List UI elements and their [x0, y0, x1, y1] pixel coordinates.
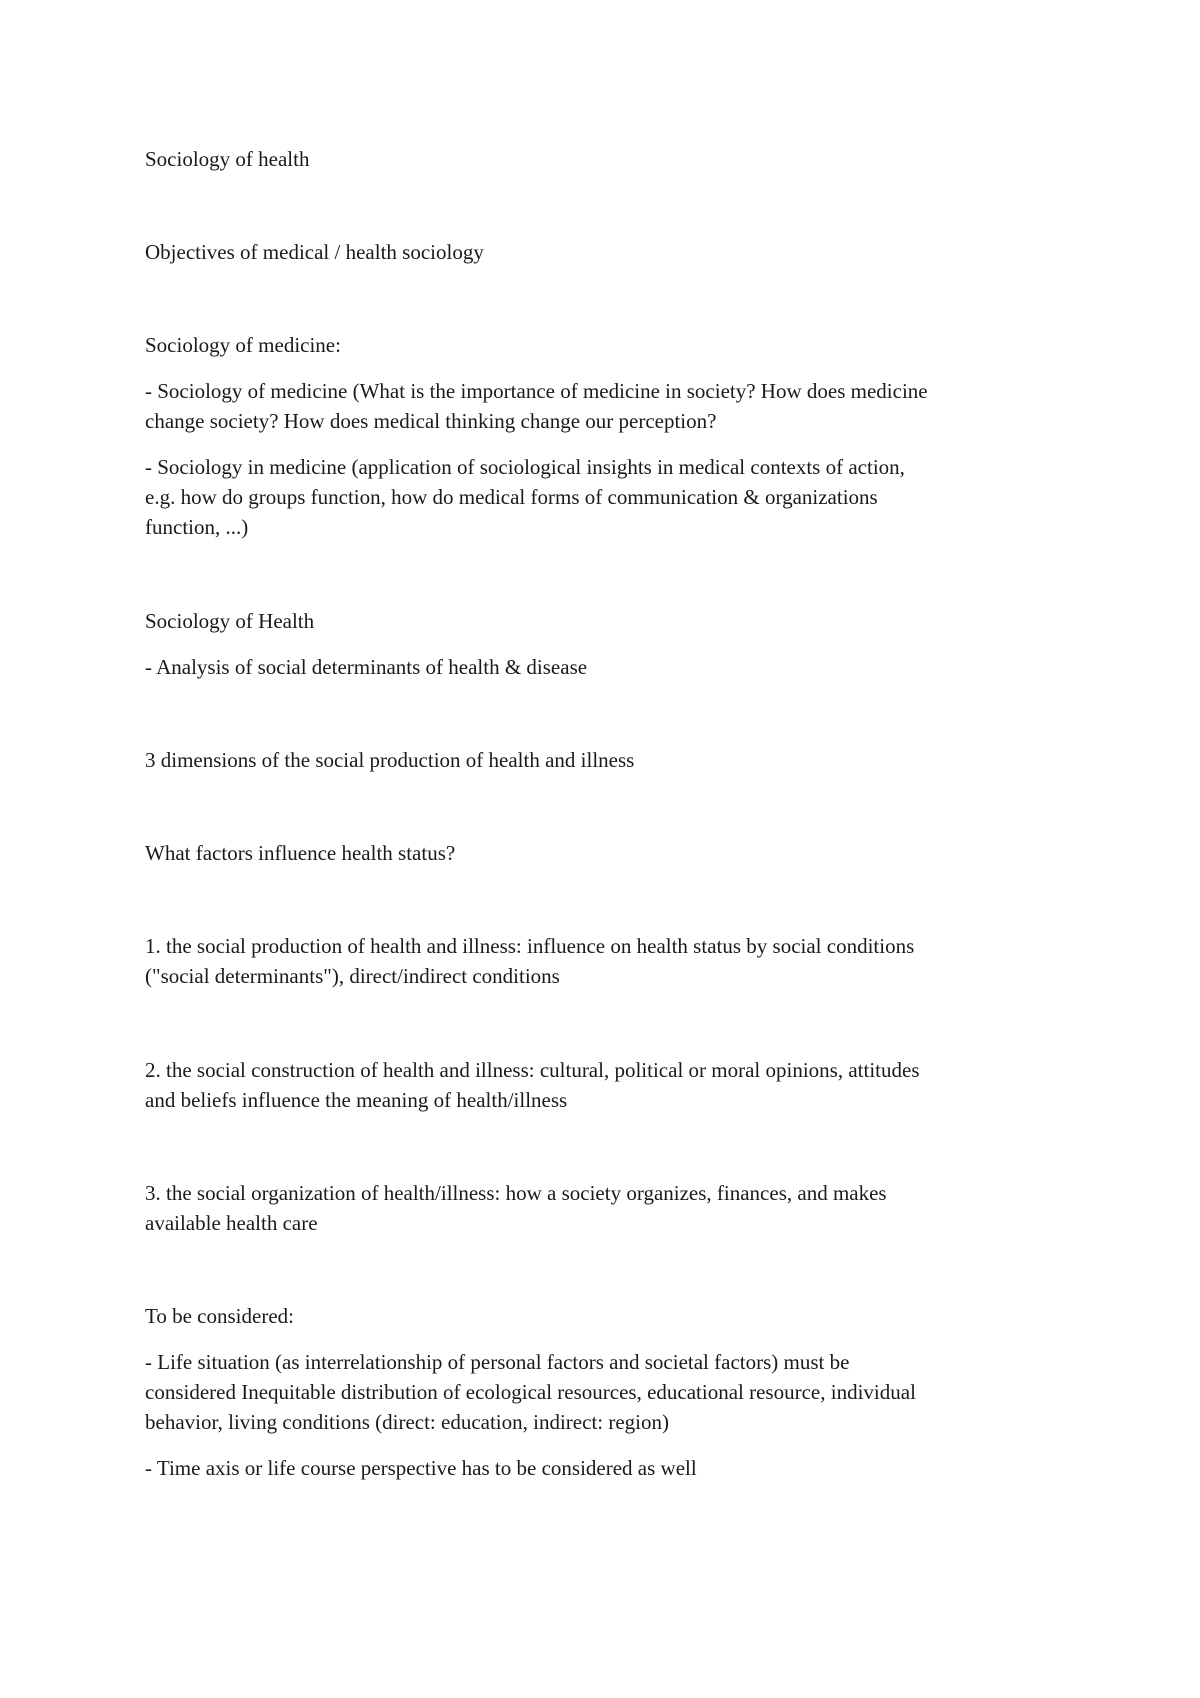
- sociology-of-medicine-heading: Sociology of medicine:: [145, 333, 341, 357]
- dimension-3-line-2: available health care: [145, 1211, 318, 1235]
- life-situation-line-3: behavior, living conditions (direct: education, indirect: region): [145, 1410, 670, 1434]
- factors-question: What factors influence health status?: [145, 841, 456, 865]
- sociology-of-medicine-line-1: - Sociology of medicine (What is the importance of medicine in society? How does medicine: [145, 379, 928, 403]
- dimension-2-line-1: 2. the social construction of health and illness: cultural, political or moral opinions, attitudes: [145, 1058, 920, 1082]
- sociology-in-medicine-line-3: function, ...): [145, 515, 249, 539]
- sociology-in-medicine-line-2: e.g. how do groups function, how do medical forms of communication & organizations: [145, 485, 878, 509]
- dimension-2-line-2: and beliefs influence the meaning of health/illness: [145, 1088, 568, 1112]
- life-situation-line-1: - Life situation (as interrelationship of personal factors and societal factors) must be: [145, 1350, 850, 1374]
- life-situation-line-2: considered Inequitable distribution of ecological resources, educational resource, individual: [145, 1380, 916, 1404]
- sociology-of-medicine-line-2: change society? How does medical thinking change our perception?: [145, 409, 717, 433]
- time-axis-line: - Time axis or life course perspective has to be considered as well: [145, 1456, 697, 1480]
- social-determinants-line: - Analysis of social determinants of health & disease: [145, 655, 588, 679]
- dimension-1-line-1: 1. the social production of health and illness: influence on health status by social conditions: [145, 934, 915, 958]
- to-be-considered-heading: To be considered:: [145, 1304, 294, 1328]
- sociology-of-health-heading: Sociology of Health: [145, 609, 315, 633]
- document-title: Sociology of health: [145, 147, 310, 171]
- dimension-3-line-1: 3. the social organization of health/illness: how a society organizes, finances, and makes: [145, 1181, 887, 1205]
- dimension-1-line-2: ("social determinants"), direct/indirect conditions: [145, 964, 560, 988]
- objectives-heading: Objectives of medical / health sociology: [145, 240, 484, 264]
- sociology-in-medicine-line-1: - Sociology in medicine (application of sociological insights in medical contexts of action,: [145, 455, 905, 479]
- dimensions-heading: 3 dimensions of the social production of health and illness: [145, 748, 635, 772]
